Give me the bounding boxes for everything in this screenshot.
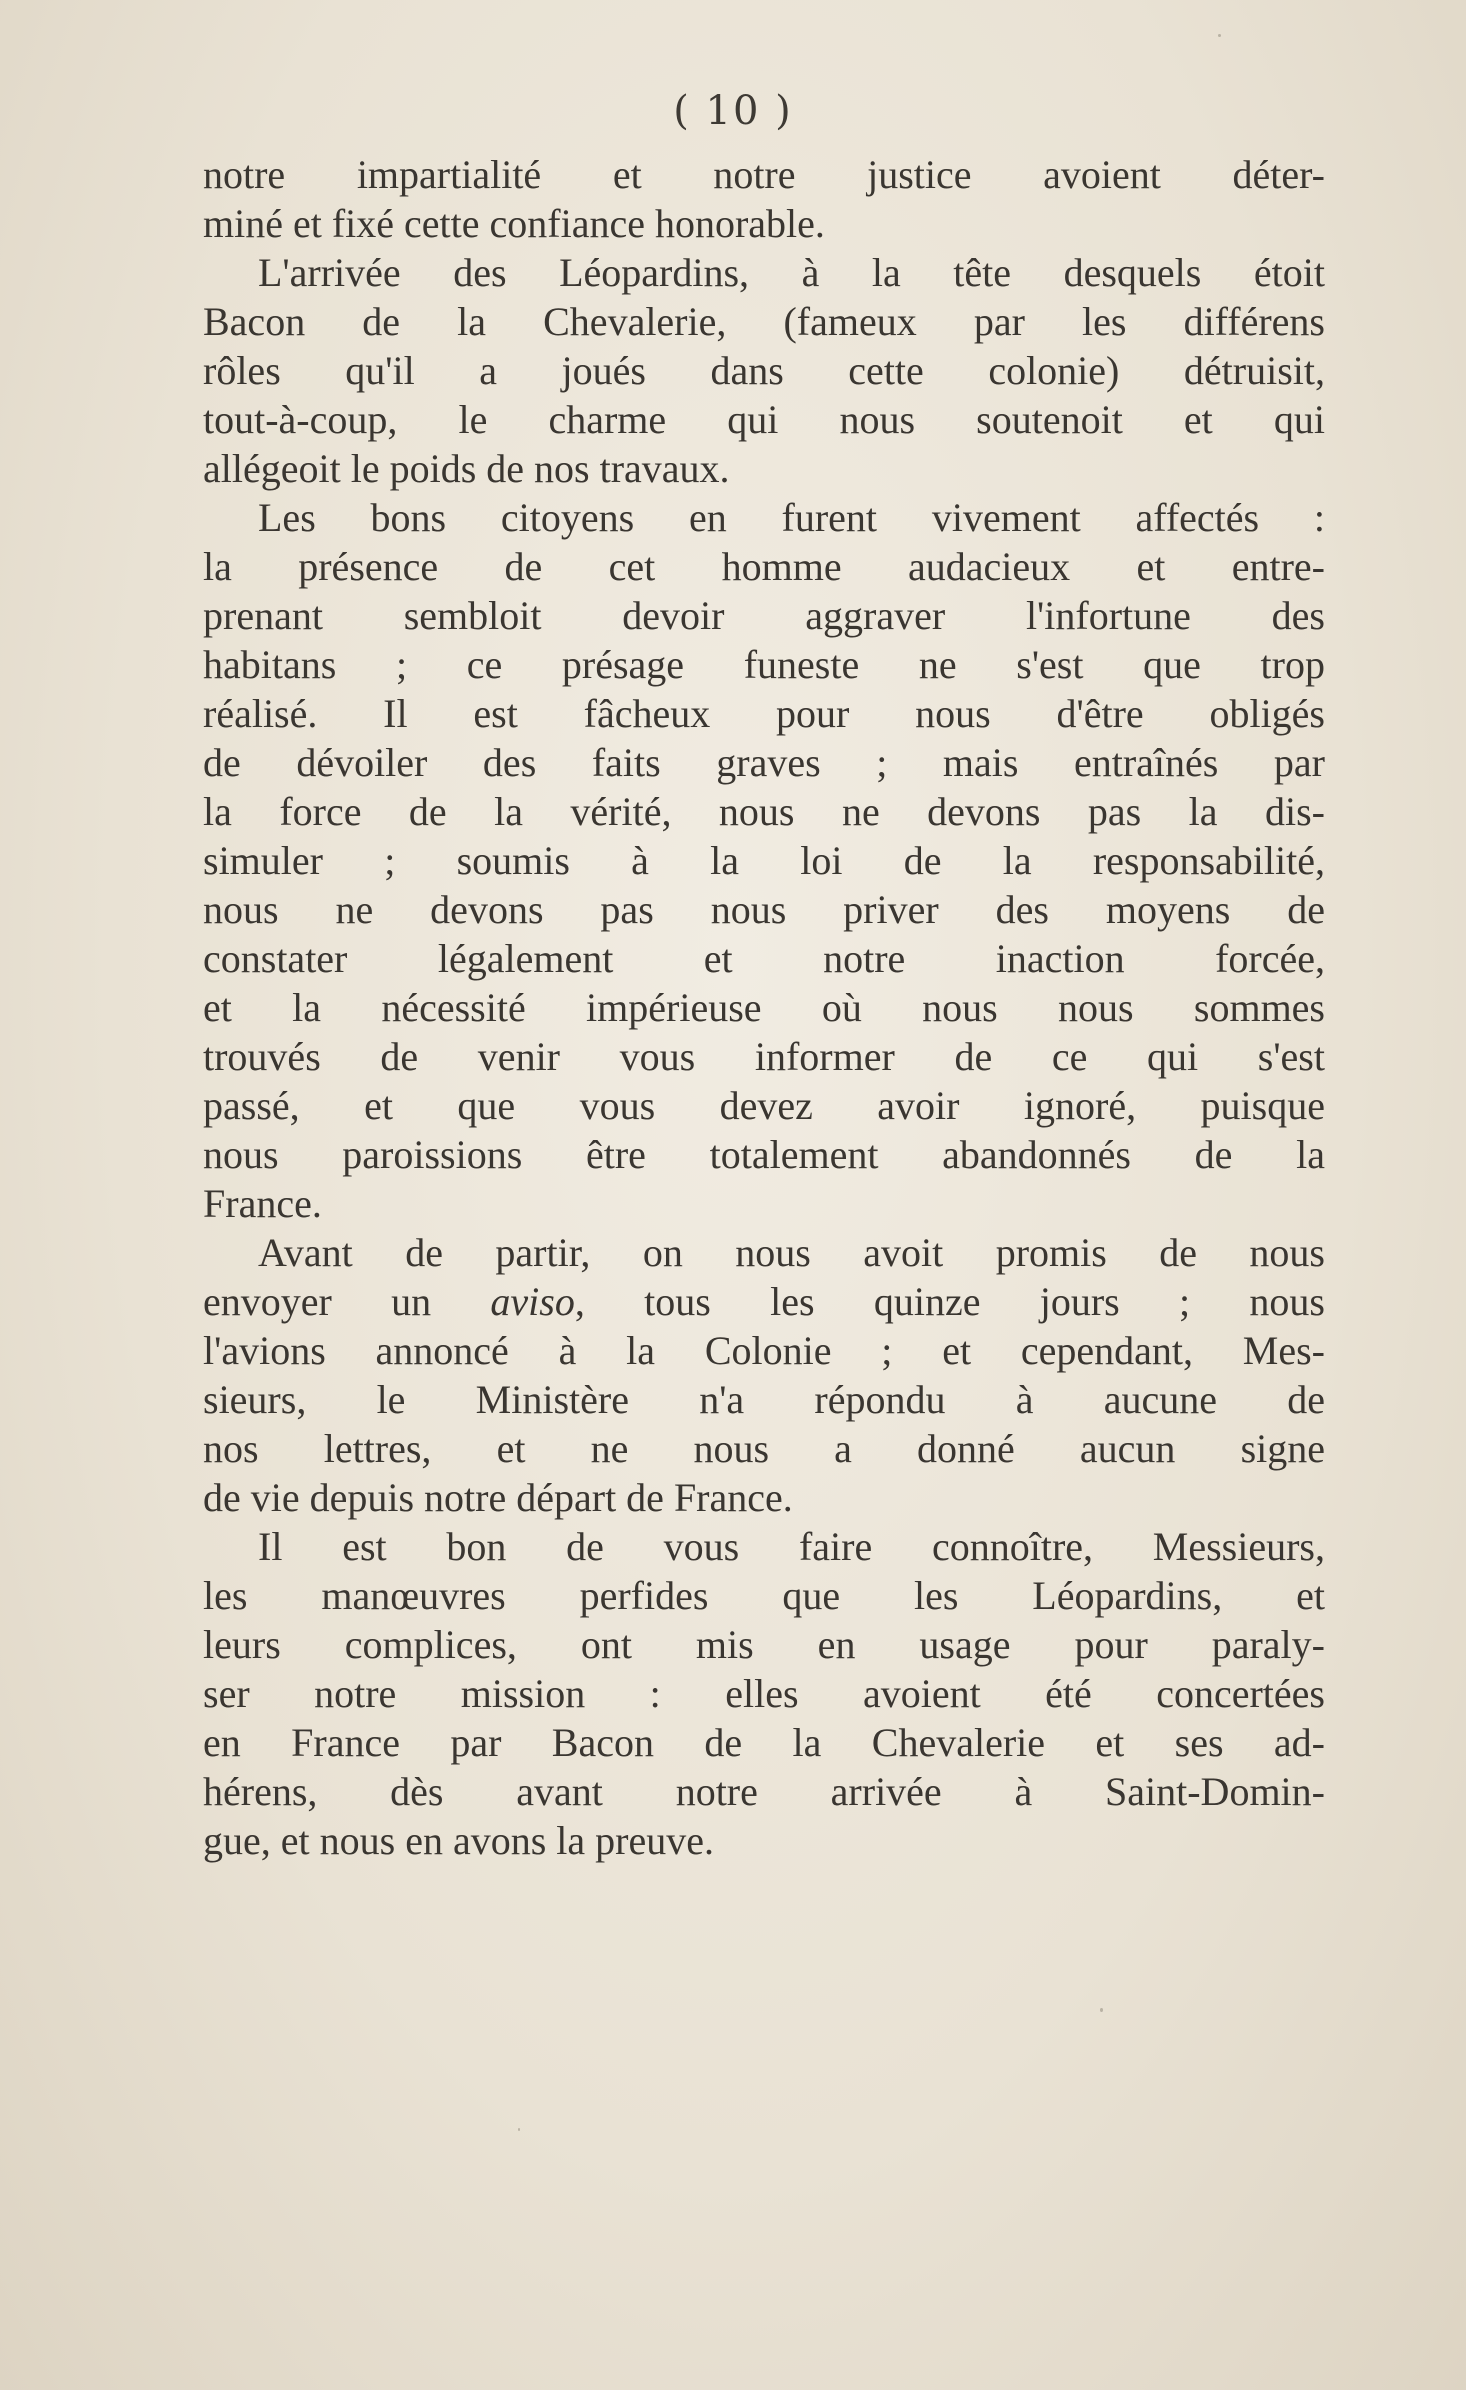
text-line: la force de la vérité, nous ne devons pas la dis- <box>203 789 1325 834</box>
text-line: L'arrivée des Léopardins, à la tête desquels étoit <box>258 250 1325 295</box>
text-line: allégeoit le poids de nos travaux. <box>203 446 730 491</box>
text-line: habitans ; ce présage funeste ne s'est que trop <box>203 642 1325 687</box>
text-line: l'avions annoncé à la Colonie ; et cependant, Mes- <box>203 1328 1325 1373</box>
text-line: réalisé. Il est fâcheux pour nous d'être obligés <box>203 691 1325 736</box>
text-line: envoyer un aviso, tous les quinze jours ; nous <box>203 1279 1325 1324</box>
text-line: gue, et nous en avons la preuve. <box>203 1818 714 1863</box>
text-line: miné et fixé cette confiance honorable. <box>203 201 825 246</box>
text-line: nous ne devons pas nous priver des moyens de <box>203 887 1325 932</box>
text-line: constater légalement et notre inaction forcée, <box>203 936 1325 981</box>
text-line: tout-à-coup, le charme qui nous soutenoit et qui <box>203 397 1325 442</box>
text-line: simuler ; soumis à la loi de la responsabilité, <box>203 838 1325 883</box>
text-line: de vie depuis notre départ de France. <box>203 1475 793 1520</box>
body-text <box>203 150 1325 1865</box>
paper-speck <box>1100 2008 1103 2012</box>
text-line: nos lettres, et ne nous a donné aucun signe <box>203 1426 1325 1471</box>
text-line: hérens, dès avant notre arrivée à Saint-Domin- <box>203 1769 1325 1814</box>
text-line: en France par Bacon de la Chevalerie et ses ad- <box>203 1720 1325 1765</box>
text-line: nous paroissions être totalement abandonnés de la <box>203 1132 1325 1177</box>
text-line: prenant sembloit devoir aggraver l'infortune des <box>203 593 1325 638</box>
paper-speck <box>518 2128 520 2131</box>
page-number: ( 10 ) <box>673 88 793 134</box>
text-line: Il est bon de vous faire connoître, Messieurs, <box>258 1524 1325 1569</box>
text-line: Les bons citoyens en furent vivement affectés : <box>258 495 1325 540</box>
text-line: la présence de cet homme audacieux et entre- <box>203 544 1325 589</box>
text-line: leurs complices, ont mis en usage pour paraly- <box>203 1622 1325 1667</box>
text-line: de dévoiler des faits graves ; mais entraînés par <box>203 740 1325 785</box>
text-line: Avant de partir, on nous avoit promis de nous <box>258 1230 1325 1275</box>
text-line: les manœuvres perfides que les Léopardins, et <box>203 1573 1325 1618</box>
text-line: Bacon de la Chevalerie, (fameux par les différens <box>203 299 1325 344</box>
text-line: notre impartialité et notre justice avoient déter- <box>203 152 1325 197</box>
text-line: sieurs, le Ministère n'a répondu à aucune de <box>203 1377 1325 1422</box>
text-line: passé, et que vous devez avoir ignoré, puisque <box>203 1083 1325 1128</box>
text-line: France. <box>203 1181 322 1226</box>
paper-speck <box>1218 34 1221 37</box>
text-line: trouvés de venir vous informer de ce qui s'est <box>203 1034 1325 1079</box>
text-line: rôles qu'il a joués dans cette colonie) détruisit, <box>203 348 1325 393</box>
text-line: ser notre mission : elles avoient été concertées <box>203 1671 1325 1716</box>
text-line: et la nécessité impérieuse où nous nous sommes <box>203 985 1325 1030</box>
